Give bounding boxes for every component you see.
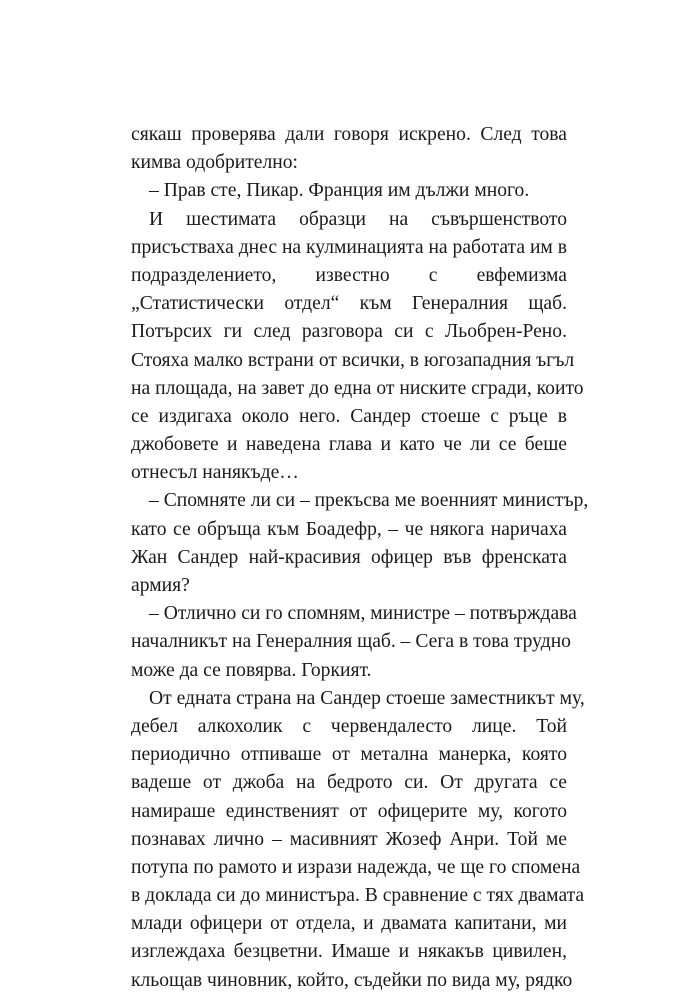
text-line: От едната страна на Сандер стоеше заместникът му, — [149, 687, 585, 709]
text-line: „Статистически отдел“ към Генералния щаб. — [131, 293, 567, 315]
text-line: на площада, на завет до една от ниските сгради, които — [131, 377, 584, 399]
text-line: отнесъл нанякъде… — [131, 462, 299, 484]
text-line: сякаш проверява дали говоря искрено. След това — [131, 124, 567, 145]
text-line: Жан Сандер най-красивия офицер във френската — [131, 546, 567, 568]
text-line: потупа по рамото и изрази надежда, че ще го спомена — [131, 856, 581, 878]
text-line: намираше единственият от офицерите му, когото — [131, 800, 567, 822]
body-text — [131, 121, 589, 995]
text-line: армия? — [131, 575, 190, 596]
text-line: – Отлично си го спомням, министре – потвърждава — [149, 603, 577, 625]
text-line: се издигаха около него. Сандер стоеше с ръце в — [131, 405, 567, 427]
text-line: И шестимата образци на съвършенството — [149, 208, 567, 230]
text-line: Стояха малко встрани от всички, в югозападния ъгъл — [131, 349, 575, 371]
text-line: – Спомняте ли си – прекъсва ме военният министър, — [149, 490, 589, 512]
text-line: началникът на Генералния щаб. – Сега в това трудно — [131, 631, 571, 653]
text-line: джобовете и наведена глава и като че ли се беше — [131, 434, 567, 456]
text-line: в доклада си до министъра. В сравнение с тях двамата — [131, 885, 585, 907]
text-line: Потърсих ги след разговора си с Льобрен-Рено. — [131, 321, 567, 343]
text-line: дебел алкохолик с червендалесто лице. Той — [131, 715, 567, 737]
text-line: кльощав чиновник, който, съдейки по вида му, рядко — [131, 969, 573, 991]
text-line: вадеше от джоба на бедрото си. От другата се — [131, 772, 567, 794]
text-line: – Прав сте, Пикар. Франция им дължи много. — [149, 180, 530, 202]
text-line: кимва одобрително: — [131, 152, 299, 174]
text-line: присъстваха днес на кулминацията на работата им в — [131, 236, 567, 258]
text-line: периодично отпиваше от метална манерка, която — [131, 744, 567, 766]
text-line: може да се повярва. Горкият. — [131, 659, 372, 681]
text-line: като се обръща към Боадефр, – че някога наричаха — [131, 518, 567, 540]
text-line: изглеждаха безцветни. Имаше и някакъв цивилен, — [131, 941, 567, 963]
text-line: млади офицери от отдела, и двамата капитани, ми — [131, 913, 567, 935]
text-line: подразделението, известно с евфемизма — [131, 264, 567, 286]
text-line: познавах лично – масивният Жозеф Анри. Той ме — [131, 828, 567, 850]
